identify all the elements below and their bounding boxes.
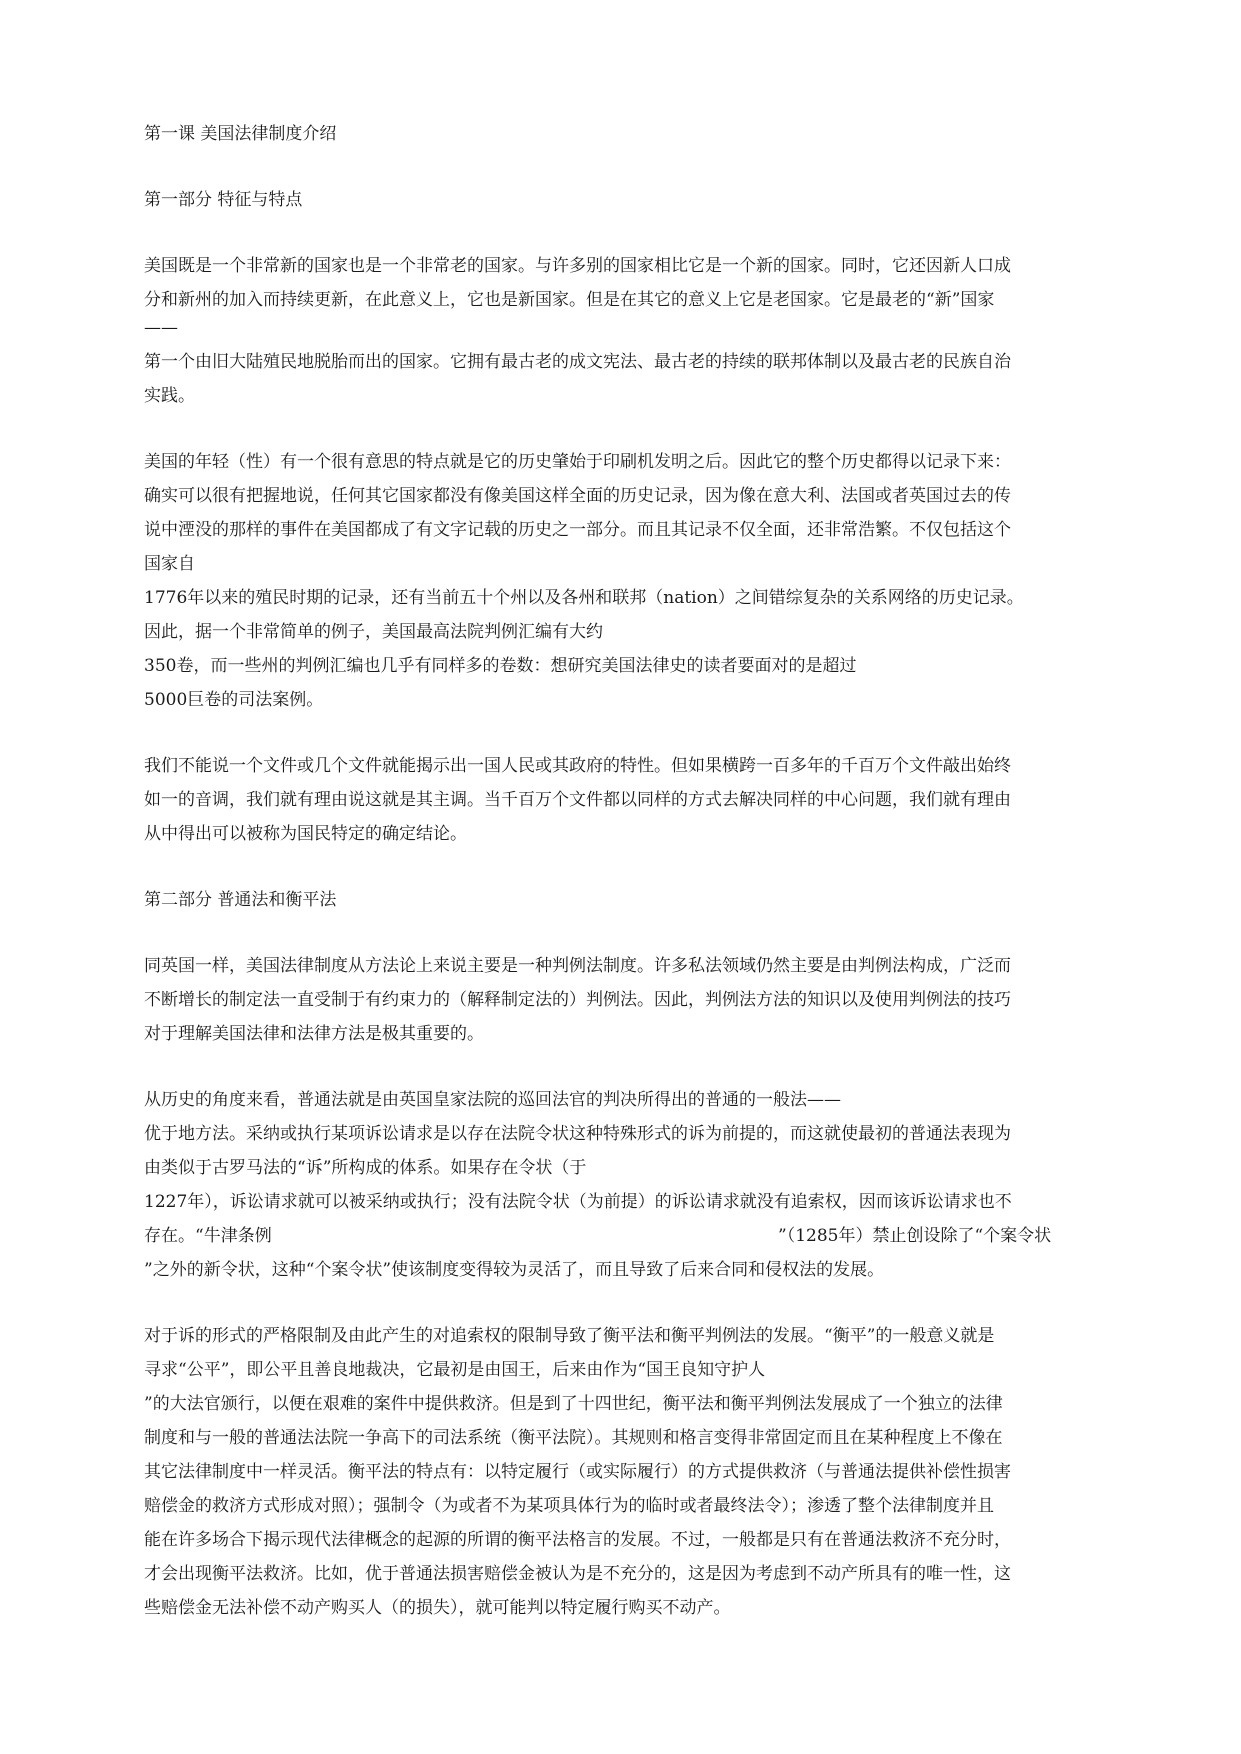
text-line: 因此，据一个非常简单的例子，美国最高法院判例汇编有大约 — [144, 622, 603, 642]
text-line: 存在。“牛津条例 — [144, 1226, 272, 1246]
text-line: 由类似于古罗马法的“诉”所构成的体系。如果存在令状（于 — [144, 1158, 587, 1178]
text-line: 些赔偿金无法补偿不动产购买人（的损失），就可能判以特定履行购买不动产。 — [144, 1598, 731, 1618]
text-line: 我们不能说一个文件或几个文件就能揭示出一国人民或其政府的特性。但如果横跨一百多年的千百万个文件敲出始终 — [144, 756, 1011, 776]
text-line: 确实可以很有把握地说，任何其它国家都没有像美国这样全面的历史记录，因为像在意大利、法国或者英国过去的传 — [144, 486, 1011, 506]
section-heading-1: 第一部分 特征与特点 — [144, 190, 303, 210]
text-line: 国家自 — [144, 554, 195, 574]
text-line: 制度和与一般的普通法法院一争高下的司法系统（衡平法院）。其规则和格言变得非常固定而且在某种程度上不像在 — [144, 1428, 1003, 1448]
text-line: 如一的音调，我们就有理由说这就是其主调。当千百万个文件都以同样的方式去解决同样的中心问题，我们就有理由 — [144, 790, 1011, 810]
text-line: ”（1285年）禁止创设除了“个案令状 — [778, 1226, 1052, 1246]
text-line: 美国的年轻（性）有一个很有意思的特点就是它的历史肇始于印刷机发明之后。因此它的整个历史都得以记录下来： — [144, 452, 1011, 472]
text-line: 寻求“公平”，即公平且善良地裁决，它最初是由国王，后来由作为“国王良知守护人 — [144, 1360, 766, 1380]
text-line: 1776年以来的殖民时期的记录，还有当前五十个州以及各州和联邦（nation）之间错综复杂的关系网络的历史记录。 — [144, 588, 1024, 608]
text-line: 说中湮没的那样的事件在美国都成了有文字记载的历史之一部分。而且其记录不仅全面，还非常浩繁。不仅包括这个 — [144, 520, 1011, 540]
text-line: 才会出现衡平法救济。比如，优于普通法损害赔偿金被认为是不充分的，这是因为考虑到不动产所具有的唯一性，这 — [144, 1564, 1011, 1584]
text-line: —— — [144, 318, 178, 338]
text-line: 美国既是一个非常新的国家也是一个非常老的国家。与许多别的国家相比它是一个新的国家。同时，它还因新人口成 — [144, 256, 1011, 276]
text-line: ”之外的新令状，这种“个案令状”使该制度变得较为灵活了，而且导致了后来合同和侵权法的发展。 — [144, 1260, 885, 1280]
document-title: 第一课 美国法律制度介绍 — [144, 124, 337, 144]
text-line: 实践。 — [144, 386, 195, 406]
text-line: ”的大法官颁行，以便在艰难的案件中提供救济。但是到了十四世纪，衡平法和衡平判例法发展成了一个独立的法律 — [144, 1394, 1003, 1414]
text-line: 从历史的角度来看，普通法就是由英国皇家法院的巡回法官的判决所得出的普通的一般法—— — [144, 1090, 841, 1110]
text-line: 其它法律制度中一样灵活。衡平法的特点有：以特定履行（或实际履行）的方式提供救济（与普通法提供补偿性损害 — [144, 1462, 1011, 1482]
text-line: 第一个由旧大陆殖民地脱胎而出的国家。它拥有最古老的成文宪法、最古老的持续的联邦体制以及最古老的民族自治 — [144, 352, 1011, 372]
text-line: 赔偿金的救济方式形成对照）；强制令（为或者不为某项具体行为的临时或者最终法令）；渗透了整个法律制度并且 — [144, 1496, 994, 1516]
text-line: 优于地方法。采纳或执行某项诉讼请求是以存在法院令状这种特殊形式的诉为前提的，而这就使最初的普通法表现为 — [144, 1124, 1011, 1144]
text-line: 能在许多场合下揭示现代法律概念的起源的所谓的衡平法格言的发展。不过，一般都是只有在普通法救济不充分时， — [144, 1530, 1011, 1550]
text-line: 对于理解美国法律和法律方法是极其重要的。 — [144, 1024, 484, 1044]
text-line: 350卷，而一些州的判例汇编也几乎有同样多的卷数：想研究美国法律史的读者要面对的是超过 — [144, 656, 857, 676]
text-line: 分和新州的加入而持续更新，在此意义上，它也是新国家。但是在其它的意义上它是老国家。它是最老的“新”国家 — [144, 290, 995, 310]
section-heading-2: 第二部分 普通法和衡平法 — [144, 890, 337, 910]
text-line: 1227年），诉讼请求就可以被采纳或执行；没有法院令状（为前提）的诉讼请求就没有追索权，因而该诉讼请求也不 — [144, 1192, 1012, 1212]
text-line: 5000巨卷的司法案例。 — [144, 690, 324, 710]
text-line: 不断增长的制定法一直受制于有约束力的（解释制定法的）判例法。因此，判例法方法的知识以及使用判例法的技巧 — [144, 990, 1011, 1010]
text-line: 同英国一样，美国法律制度从方法论上来说主要是一种判例法制度。许多私法领域仍然主要是由判例法构成，广泛而 — [144, 956, 1011, 976]
text-line: 从中得出可以被称为国民特定的确定结论。 — [144, 824, 467, 844]
text-line: 对于诉的形式的严格限制及由此产生的对追索权的限制导致了衡平法和衡平判例法的发展。“衡平”的一般意义就是 — [144, 1326, 995, 1346]
